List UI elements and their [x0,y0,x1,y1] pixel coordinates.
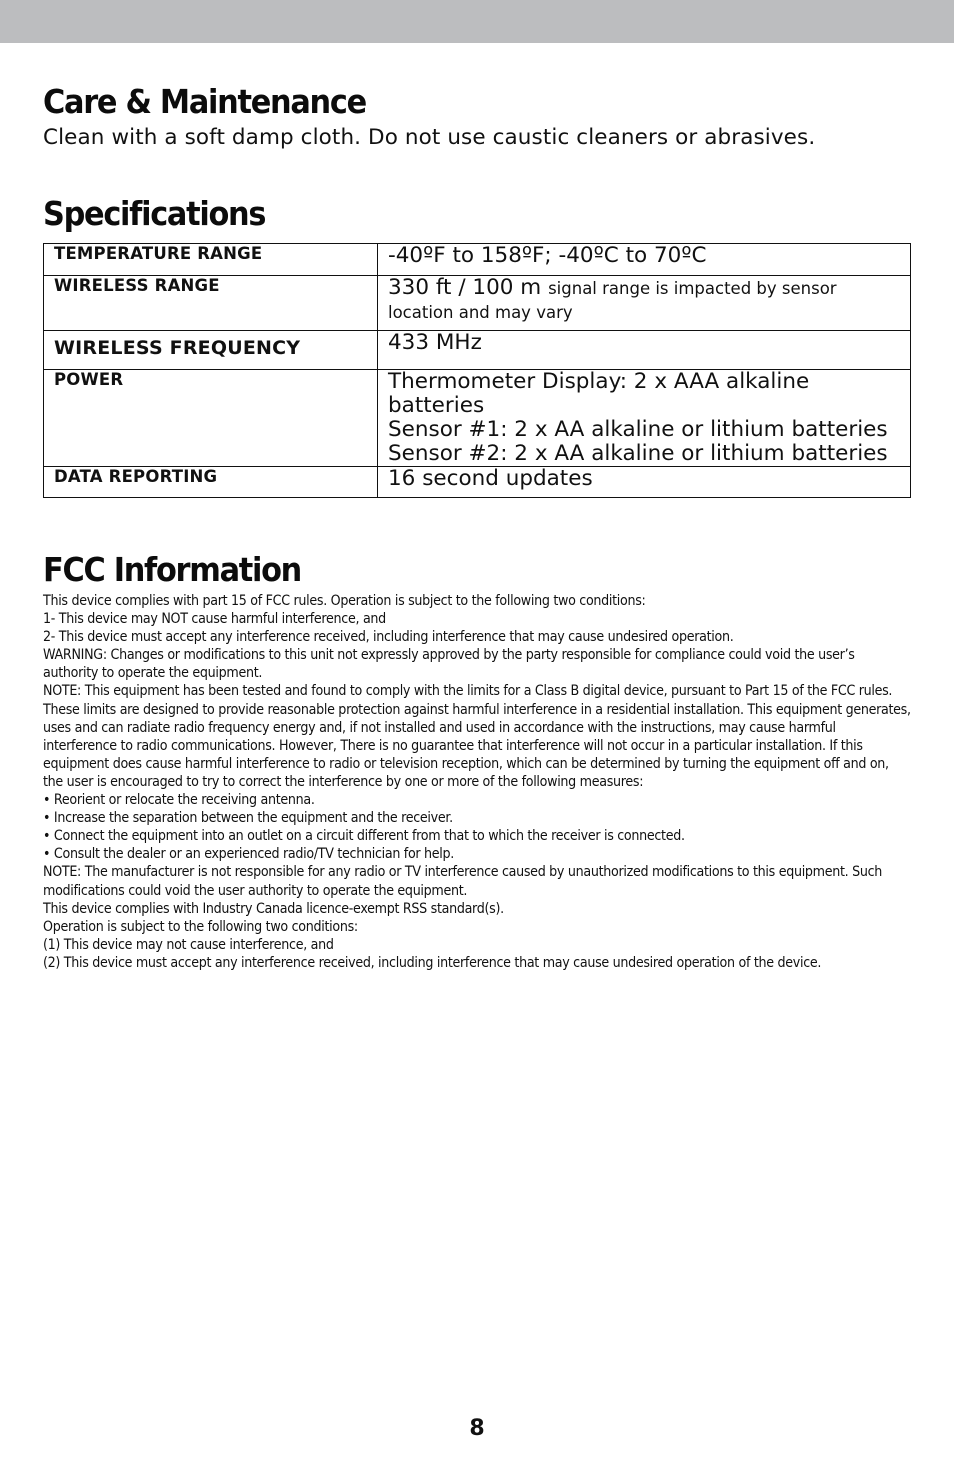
spec-value: 433 MHz [378,331,911,370]
spec-row-wireless-frequency [44,331,911,370]
spec-value: -40ºF to 158ºF; -40ºC to 70ºC [378,244,911,276]
power-line: Thermometer Display: 2 x AAA alkaline batteries [388,369,810,418]
spec-label: TEMPERATURE RANGE [44,244,378,276]
spec-value: 16 second updates [378,467,911,498]
fcc-bullet: • Reorient or relocate the receiving antenna. [43,791,315,809]
fcc-bullet: • Connect the equipment into an outlet on a circuit different from that to which the receiver is connected. [43,827,685,845]
care-text: Clean with a soft damp cloth. Do not use caustic cleaners or abrasives. [43,125,816,150]
fcc-bullet: • Consult the dealer or an experienced radio/TV technician for help. [43,845,455,863]
spec-row-temperature [44,244,911,276]
spec-label: DATA REPORTING [44,467,378,498]
fcc-paragraph: This device complies with part 15 of FCC rules. Operation is subject to the following two conditions: [43,592,646,609]
spec-value-note: signal range is impacted by sensor location and may vary [388,279,837,322]
fcc-paragraph: (2) This device must accept any interference received, including interference that may cause undesired operation of the device. [43,953,822,971]
fcc-paragraph: NOTE: This equipment has been tested and found to comply with the limits for a Class B digital device, pursuant to Part 15 of the FCC rules. These limits are designed to provide reasonable protection against harmful interference in a residential installation. This equipment generates, uses and can radiate radio frequency energy and, if not installed and used in accordance with the instructions, may cause harmful interference to radio communications. However, There is no guarantee that interference will not occur in a particular installation. If this equipment does cause harmful interference to radio or television reception, which can be determined by turning the equipment off and on, the user is encouraged to try to correct the interference by one or more of the following measures: [43,682,911,790]
care-heading: Care & Maintenance [43,82,366,121]
power-line: Sensor #1: 2 x AA alkaline or lithium batteries [388,417,888,442]
fcc-paragraph: NOTE: The manufacturer is not responsible for any radio or TV interference caused by unauthorized modifications to this equipment. Such modifications could void the user authority to operate the equipment. [43,863,883,899]
specifications-heading: Specifications [43,194,266,233]
fcc-paragraph: WARNING: Changes or modifications to this unit not expressly approved by the party responsible for compliance could void the user’s authority to operate the equipment. [43,646,855,682]
fcc-paragraph: 2- This device must accept any interference received, including interference that may cause undesired operation. [43,628,734,646]
page-number: 8 [469,1416,485,1441]
power-line: Sensor #2: 2 x AA alkaline or lithium batteries [388,441,888,466]
fcc-paragraph: 1- This device may NOT cause harmful interference, and [43,610,386,628]
spec-label: WIRELESS FREQUENCY [44,331,378,370]
spec-label: POWER [44,370,378,467]
spec-row-power [44,370,911,467]
fcc-body [43,592,912,972]
fcc-paragraph: This device complies with Industry Canada licence-exempt RSS standard(s). [43,899,504,917]
spec-value [378,370,911,467]
spec-row-data-reporting [44,467,911,498]
fcc-paragraph: (1) This device may not cause interference, and [43,935,334,953]
fcc-heading: FCC Information [43,550,302,589]
spec-row-wireless-range [44,276,911,331]
fcc-bullet: • Increase the separation between the equipment and the receiver. [43,809,453,827]
specifications-table [43,243,911,498]
spec-value-main: 330 ft / 100 m [388,275,542,300]
fcc-paragraph: Operation is subject to the following two conditions: [43,917,358,935]
spec-value [378,276,911,331]
spec-label: WIRELESS RANGE [44,276,378,331]
top-band [0,0,954,43]
